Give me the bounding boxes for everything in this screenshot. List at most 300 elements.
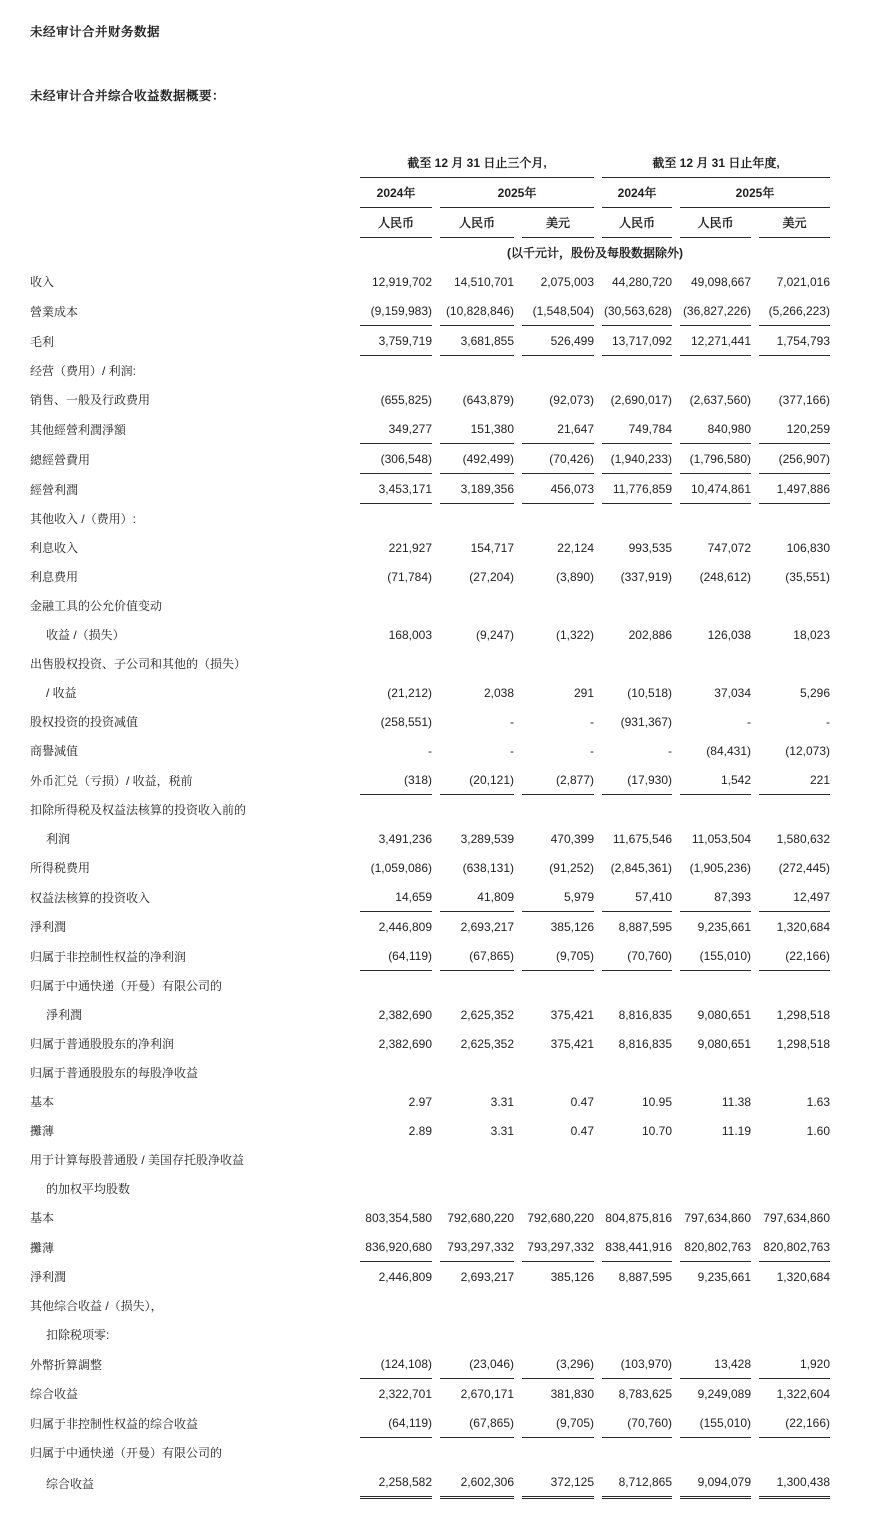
cell-value: 820,802,763 <box>680 1232 751 1262</box>
row-label: 毛利 <box>30 334 55 349</box>
cell-value: 44,280,720 <box>611 274 672 289</box>
cell-value: 151,380 <box>440 414 514 444</box>
cell-value: (9,159,983) <box>360 296 432 326</box>
row-label: 归属于非控制性权益的净利润 <box>30 949 187 964</box>
year-header: 2025年 <box>680 178 830 208</box>
cell-value: (21,212) <box>387 685 432 700</box>
table-row <box>30 1349 830 1379</box>
cell-value: 385,126 <box>550 919 594 934</box>
cell-value: - <box>590 714 594 729</box>
cell-value: 12,271,441 <box>680 326 751 356</box>
cell-value: 820,802,763 <box>759 1232 830 1262</box>
table-row <box>30 912 830 941</box>
cell-value <box>360 649 432 678</box>
cell-value: - <box>747 714 751 729</box>
cell-value: (70,760) <box>602 941 672 971</box>
cell-value <box>602 1320 672 1349</box>
currency-header: 美元 <box>522 208 594 238</box>
table-row <box>30 941 830 971</box>
table-row <box>30 971 830 1000</box>
cell-value: 3,759,719 <box>360 326 432 356</box>
cell-value: 106,830 <box>786 540 830 555</box>
table-row <box>30 1029 830 1058</box>
cell-value: (1,940,233) <box>602 444 672 474</box>
cell-value: (20,121) <box>440 765 514 795</box>
cell-value: 8,712,865 <box>602 1467 672 1499</box>
cell-value: 792,680,220 <box>447 1210 514 1225</box>
cell-value: 2,625,352 <box>460 1007 514 1022</box>
cell-value: 3.31 <box>490 1094 514 1109</box>
row-label: 扣除所得税及权益法核算的投资收入前的 <box>30 803 247 817</box>
cell-value: 2,693,217 <box>460 1269 514 1284</box>
row-label: / 收益 <box>46 686 77 700</box>
table-row <box>30 1087 830 1116</box>
cell-value: 168,003 <box>388 627 432 642</box>
cell-value: (3,890) <box>555 569 594 584</box>
cell-value: (256,907) <box>759 444 830 474</box>
cell-value <box>440 1438 514 1467</box>
cell-value: (91,252) <box>549 860 594 875</box>
cell-value <box>602 1438 672 1467</box>
row-label: 归属于非控制性权益的综合收益 <box>30 1416 199 1431</box>
cell-value <box>360 1438 432 1467</box>
row-label: 淨利潤 <box>30 920 67 934</box>
cell-value <box>602 1174 672 1203</box>
cell-value <box>602 591 672 620</box>
cell-value <box>522 1320 594 1349</box>
cell-value: 2,075,003 <box>540 274 594 289</box>
column-group-year: 截至 12 月 31 日止年度, <box>602 148 830 178</box>
cell-value <box>680 1058 751 1087</box>
cell-value: 2,446,809 <box>378 919 432 934</box>
table-row <box>30 1408 830 1438</box>
cell-value: 8,783,625 <box>618 1386 672 1401</box>
cell-value: 1,320,684 <box>776 1269 830 1284</box>
row-label: 股权投资的投资减值 <box>30 715 139 729</box>
cell-value: (70,426) <box>522 444 594 474</box>
cell-value <box>440 1320 514 1349</box>
cell-value <box>440 971 514 1000</box>
cell-value <box>680 504 751 533</box>
column-group-quarter: 截至 12 月 31 日止三个月, <box>360 148 594 178</box>
table-row <box>30 504 830 533</box>
cell-value: (64,119) <box>360 1408 432 1438</box>
cell-value: 456,073 <box>522 474 594 504</box>
cell-value: 1,754,793 <box>759 326 830 356</box>
row-label: 利润 <box>46 832 71 846</box>
cell-value <box>522 795 594 824</box>
cell-value: (10,518) <box>627 685 672 700</box>
cell-value: 9,235,661 <box>697 1269 751 1284</box>
cell-value: 804,875,816 <box>605 1210 672 1225</box>
row-label: 所得税费用 <box>30 861 91 875</box>
cell-value: (931,367) <box>620 714 672 729</box>
row-label: 攤薄 <box>30 1240 55 1255</box>
cell-value: (9,247) <box>475 627 514 642</box>
cell-value <box>360 1058 432 1087</box>
cell-value: (64,119) <box>360 941 432 971</box>
cell-value: (155,010) <box>680 1408 751 1438</box>
header-period-row <box>30 148 830 178</box>
cell-value: 221 <box>759 765 830 795</box>
row-label: 用于计算每股普通股 / 美国存托股净收益 <box>30 1153 245 1167</box>
cell-value <box>759 971 830 1000</box>
cell-value <box>759 1145 830 1174</box>
cell-value: 747,072 <box>707 540 751 555</box>
cell-value <box>759 1174 830 1203</box>
cell-value: (638,131) <box>462 860 514 875</box>
table-row <box>30 326 830 356</box>
cell-value <box>522 1058 594 1087</box>
row-label: 其他經營利潤淨額 <box>30 422 127 437</box>
cell-value <box>522 1291 594 1320</box>
cell-value <box>602 1291 672 1320</box>
row-label: 综合收益 <box>30 1387 79 1401</box>
row-label: 出售股权投资、子公司和其他的（损失） <box>30 657 247 671</box>
cell-value <box>602 1145 672 1174</box>
row-label: 總經營費用 <box>30 452 91 467</box>
table-row <box>30 1174 830 1203</box>
cell-value <box>360 356 432 385</box>
cell-value <box>360 1174 432 1203</box>
year-header: 2024年 <box>602 178 672 208</box>
cell-value: (1,548,504) <box>522 296 594 326</box>
cell-value: - <box>668 743 672 758</box>
cell-value: 749,784 <box>602 414 672 444</box>
cell-value <box>360 795 432 824</box>
cell-value: 5,296 <box>799 685 830 700</box>
cell-value: 1.63 <box>806 1094 830 1109</box>
cell-value: 838,441,916 <box>602 1232 672 1262</box>
cell-value: 14,510,701 <box>453 274 514 289</box>
row-label: 外幣折算調整 <box>30 1357 103 1372</box>
cell-value <box>440 795 514 824</box>
cell-value: (71,784) <box>387 569 432 584</box>
cell-value: (2,690,017) <box>610 392 672 407</box>
cell-value: (377,166) <box>778 392 830 407</box>
cell-value: 11.38 <box>721 1094 751 1109</box>
cell-value <box>522 971 594 1000</box>
cell-value: (70,760) <box>602 1408 672 1438</box>
cell-value: 8,816,835 <box>618 1007 672 1022</box>
cell-value <box>759 1438 830 1467</box>
table-row <box>30 591 830 620</box>
cell-value: 797,634,860 <box>763 1210 830 1225</box>
cell-value: 385,126 <box>550 1269 594 1284</box>
cell-value: 993,535 <box>628 540 672 555</box>
header-spacer <box>30 238 352 267</box>
cell-value <box>360 591 432 620</box>
cell-value: 2,382,690 <box>378 1036 432 1051</box>
cell-value <box>440 1058 514 1087</box>
cell-value: 120,259 <box>759 414 830 444</box>
cell-value: 9,249,089 <box>697 1386 751 1401</box>
cell-value: 1.60 <box>806 1123 830 1138</box>
cell-value <box>602 649 672 678</box>
row-label: 商譽減值 <box>30 744 79 758</box>
cell-value: (23,046) <box>440 1349 514 1379</box>
cell-value: (337,919) <box>620 569 672 584</box>
row-label: 归属于普通股股东的净利润 <box>30 1037 175 1051</box>
cell-value <box>522 1145 594 1174</box>
cell-value: 1,300,438 <box>759 1467 830 1499</box>
cell-value <box>440 1291 514 1320</box>
cell-value: 1,320,684 <box>776 919 830 934</box>
table-row <box>30 707 830 736</box>
cell-value: 375,421 <box>550 1007 594 1022</box>
cell-value: (103,970) <box>602 1349 672 1379</box>
cell-value <box>680 649 751 678</box>
cell-value: (124,108) <box>360 1349 432 1379</box>
cell-value: 0.47 <box>570 1123 594 1138</box>
cell-value <box>440 1174 514 1203</box>
cell-value <box>680 795 751 824</box>
row-label: 归属于中通快递（开曼）有限公司的 <box>30 979 223 993</box>
cell-value <box>440 591 514 620</box>
row-label: 淨利潤 <box>46 1008 83 1022</box>
cell-value: (1,796,580) <box>680 444 751 474</box>
cell-value <box>602 504 672 533</box>
cell-value: (258,551) <box>380 714 432 729</box>
cell-value <box>680 1145 751 1174</box>
table-row <box>30 1379 830 1408</box>
cell-value: (92,073) <box>549 392 594 407</box>
table-row <box>30 824 830 853</box>
cell-value: 349,277 <box>360 414 432 444</box>
cell-value: - <box>590 743 594 758</box>
cell-value: - <box>428 743 432 758</box>
cell-value: 1,298,518 <box>776 1007 830 1022</box>
cell-value: (3,296) <box>522 1349 594 1379</box>
cell-value <box>602 356 672 385</box>
income-statement-table <box>22 148 838 1499</box>
cell-value: 12,497 <box>759 882 830 912</box>
row-label: 基本 <box>30 1211 55 1225</box>
cell-value: (9,705) <box>522 1408 594 1438</box>
row-label: 权益法核算的投资收入 <box>30 890 151 905</box>
row-label: 經營利潤 <box>30 482 79 497</box>
cell-value: (306,548) <box>360 444 432 474</box>
cell-value: 7,021,016 <box>776 274 830 289</box>
cell-value: 8,816,835 <box>618 1036 672 1051</box>
row-label: 基本 <box>30 1095 55 1109</box>
cell-value: 202,886 <box>628 627 672 642</box>
currency-header: 人民币 <box>680 208 751 238</box>
cell-value: 793,297,332 <box>440 1232 514 1262</box>
cell-value: 2,322,701 <box>378 1386 432 1401</box>
cell-value <box>360 1291 432 1320</box>
cell-value: 5,979 <box>522 882 594 912</box>
cell-value: 2,446,809 <box>378 1269 432 1284</box>
page-title: 未经审计合并财务数据 <box>30 25 161 39</box>
header-spacer <box>30 178 352 208</box>
cell-value: (492,499) <box>440 444 514 474</box>
table-row <box>30 853 830 882</box>
cell-value <box>522 591 594 620</box>
units-note: (以千元计，股份及每股数据除外) <box>507 246 683 260</box>
table-row <box>30 296 830 326</box>
cell-value: 375,421 <box>550 1036 594 1051</box>
cell-value: - <box>510 743 514 758</box>
cell-value: 2,670,171 <box>460 1386 514 1401</box>
cell-value <box>440 356 514 385</box>
cell-value <box>759 649 830 678</box>
table-row <box>30 736 830 765</box>
row-label: 销售、一般及行政费用 <box>30 393 151 407</box>
cell-value: (318) <box>360 765 432 795</box>
cell-value: 803,354,580 <box>365 1210 432 1225</box>
row-label: 扣除税项零: <box>46 1328 110 1342</box>
cell-value: - <box>510 714 514 729</box>
cell-value: (2,845,361) <box>610 860 672 875</box>
cell-value <box>360 1145 432 1174</box>
cell-value: (248,612) <box>699 569 751 584</box>
cell-value <box>759 1320 830 1349</box>
cell-value <box>759 795 830 824</box>
row-label: 營業成本 <box>30 304 79 319</box>
cell-value: 10.70 <box>641 1123 672 1138</box>
cell-value: 13,428 <box>680 1349 751 1379</box>
table-row <box>30 1058 830 1087</box>
cell-value <box>440 649 514 678</box>
cell-value: 2.97 <box>408 1094 432 1109</box>
table-row <box>30 1203 830 1232</box>
cell-value <box>602 1058 672 1087</box>
cell-value <box>759 591 830 620</box>
row-label: 收益 /（损失） <box>46 628 125 642</box>
year-header: 2024年 <box>360 178 432 208</box>
cell-value: (36,827,226) <box>680 296 751 326</box>
table-row <box>30 444 830 474</box>
cell-value <box>680 1320 751 1349</box>
cell-value: (9,705) <box>522 941 594 971</box>
cell-value: 22,124 <box>557 540 594 555</box>
table-row <box>30 1291 830 1320</box>
cell-value: 3.31 <box>490 1123 514 1138</box>
cell-value <box>759 1291 830 1320</box>
cell-value: 0.47 <box>570 1094 594 1109</box>
cell-value: 11,053,504 <box>691 831 751 846</box>
header-note-row <box>30 238 830 267</box>
cell-value <box>680 971 751 1000</box>
row-label: 淨利潤 <box>30 1270 67 1284</box>
cell-value: 470,399 <box>550 831 594 846</box>
table-row <box>30 562 830 591</box>
cell-value: 381,830 <box>550 1386 594 1401</box>
currency-header: 人民币 <box>440 208 514 238</box>
cell-value: (655,825) <box>380 392 432 407</box>
row-label: 的加权平均股数 <box>46 1182 131 1196</box>
cell-value: 1,542 <box>680 765 751 795</box>
cell-value: 2,602,306 <box>440 1467 514 1499</box>
cell-value: - <box>826 714 830 729</box>
header-year-row <box>30 178 830 208</box>
cell-value: 3,453,171 <box>360 474 432 504</box>
cell-value <box>522 649 594 678</box>
cell-value: 526,499 <box>522 326 594 356</box>
cell-value: (27,204) <box>469 569 514 584</box>
cell-value: 10,474,861 <box>680 474 751 504</box>
cell-value: (67,865) <box>440 1408 514 1438</box>
cell-value: 9,080,651 <box>697 1007 751 1022</box>
cell-value <box>360 504 432 533</box>
cell-value: 8,887,595 <box>618 1269 672 1284</box>
table-row <box>30 1116 830 1145</box>
cell-value <box>680 1291 751 1320</box>
table-row <box>30 385 830 414</box>
cell-value: (10,828,846) <box>440 296 514 326</box>
table-row <box>30 267 830 296</box>
table-row <box>30 765 830 795</box>
cell-value: 1,497,886 <box>759 474 830 504</box>
cell-value: (272,445) <box>778 860 830 875</box>
cell-value: (17,930) <box>602 765 672 795</box>
cell-value <box>360 971 432 1000</box>
table-row <box>30 1438 830 1467</box>
cell-value: 372,125 <box>522 1467 594 1499</box>
table-row <box>30 1000 830 1029</box>
header-spacer <box>30 208 352 238</box>
cell-value: 2,693,217 <box>460 919 514 934</box>
row-label: 外币汇兑（亏损）/ 收益，税前 <box>30 773 193 788</box>
cell-value: (155,010) <box>680 941 751 971</box>
cell-value <box>440 1145 514 1174</box>
cell-value: 9,080,651 <box>697 1036 751 1051</box>
cell-value: 1,298,518 <box>776 1036 830 1051</box>
cell-value: 9,235,661 <box>697 919 751 934</box>
row-label: 归属于中通快递（开曼）有限公司的 <box>30 1446 223 1460</box>
cell-value: 1,580,632 <box>776 831 830 846</box>
row-label: 金融工具的公允价值变动 <box>30 599 163 613</box>
table-row <box>30 474 830 504</box>
currency-header: 人民币 <box>602 208 672 238</box>
table-row <box>30 1320 830 1349</box>
cell-value <box>602 971 672 1000</box>
cell-value: 37,034 <box>714 685 751 700</box>
cell-value: (5,266,223) <box>759 296 830 326</box>
cell-value: 11,675,546 <box>612 831 672 846</box>
cell-value: 49,098,667 <box>690 274 751 289</box>
cell-value: 1,920 <box>759 1349 830 1379</box>
cell-value: (35,551) <box>785 569 830 584</box>
cell-value: 41,809 <box>440 882 514 912</box>
cell-value <box>759 504 830 533</box>
cell-value: 126,038 <box>707 627 751 642</box>
cell-value: 10.95 <box>641 1094 672 1109</box>
row-label: 综合收益 <box>46 1476 95 1491</box>
cell-value <box>680 591 751 620</box>
cell-value: 154,717 <box>470 540 514 555</box>
cell-value: 3,289,539 <box>460 831 514 846</box>
cell-value: 793,297,332 <box>522 1232 594 1262</box>
row-label: 经营（费用）/ 利润: <box>30 364 137 378</box>
cell-value: 2,382,690 <box>378 1007 432 1022</box>
table-row <box>30 795 830 824</box>
header-spacer <box>30 148 352 178</box>
table-row <box>30 533 830 562</box>
row-label: 其他综合收益 /（损失）， <box>30 1299 163 1313</box>
table-body <box>30 267 830 1499</box>
row-label: 利息收入 <box>30 541 79 555</box>
cell-value: 2.89 <box>408 1123 432 1138</box>
cell-value <box>680 356 751 385</box>
cell-value <box>680 1438 751 1467</box>
cell-value: (67,865) <box>440 941 514 971</box>
row-label: 归属于普通股股东的每股净收益 <box>30 1066 199 1080</box>
cell-value: 3,681,855 <box>440 326 514 356</box>
cell-value: 12,919,702 <box>371 274 432 289</box>
cell-value <box>522 1438 594 1467</box>
